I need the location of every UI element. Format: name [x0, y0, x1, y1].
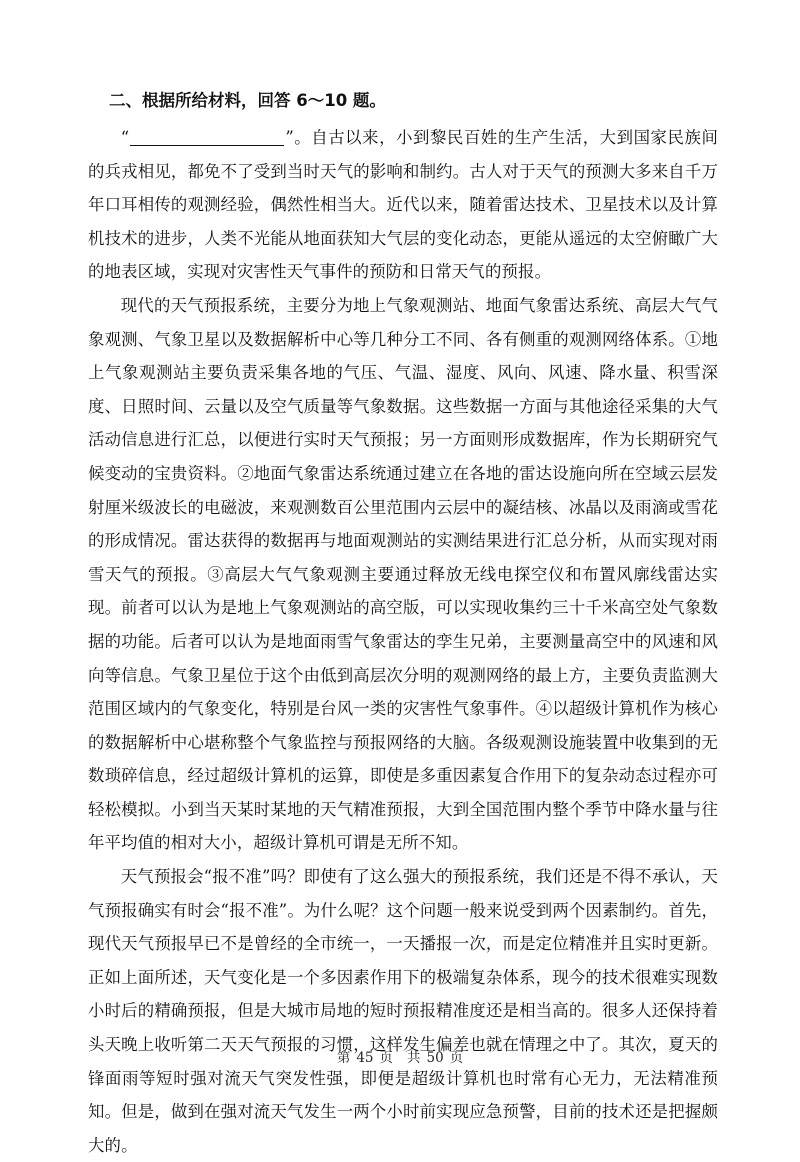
- page-footer: [0, 1049, 800, 1067]
- total-pages: 50: [426, 1050, 444, 1066]
- paragraph-1-text: 。自古以来，小到黎民百姓的生产生活，大到国家民族间的兵戎相见，都免不了受到当时天气的影响和制约。古人对于天气的预测大多来自千万年口耳相传的观测经验，偶然性相当大。近代以来，随着雷达技术、卫星技术以及计算机技术的进步，人类不光能从地面获知大气层的变化动态，更能从遥远的太空俯瞰广大的地表区域，实现对灾害性天气事件的预防和日常天气的预报。: [88, 128, 718, 282]
- section-heading: 二、根据所给材料，回答 6～10 题。: [109, 91, 386, 110]
- page-label-post: 页: [379, 1050, 393, 1066]
- open-quote: “: [120, 128, 130, 147]
- page-label-pre: 第: [336, 1050, 351, 1066]
- document-page: [88, 88, 718, 1162]
- paragraph-3: 天气预报会“报不准”吗？即使有了这么强大的预报系统，我们还是不得不承认，天气预报确实有时会“报不准”。为什么呢？这个问题一般来说受到两个因素制约。首先，现代天气预报早已不是曾经的全市统一，一天播报一次，而是定位精准并且实时更新。正如上面所述，天气变化是一个多因素作用下的极端复杂体系，现今的技术很难实现数小时后的精确预报，但是大城市局地的短时预报精准度还是相当高的。很多人还保持着头天晚上收听第二天天气预报的习惯，这样发生偏差也就在情理之中了。其次，夏天的锋面雨等短时强对流天气突发性强，即便是超级计算机也时常有心无力，无法精准预知。但是，做到在强对流天气发生一两个小时前实现应急预警，目前的技术还是把握颇大的。: [88, 867, 718, 1155]
- total-label-pre: 共: [407, 1050, 421, 1066]
- fill-in-blank[interactable]: [130, 127, 284, 146]
- paragraph-2: 现代的天气预报系统，主要分为地上气象观测站、地面气象雷达系统、高层大气气象观测、气象卫星以及数据解析中心等几种分工不同、各有侧重的观测网络体系。①地上气象观测站主要负责采集各地的气压、气温、湿度、风向、风速、降水量、积雪深度、日照时间、云量以及空气质量等气象数据。这些数据一方面与其他途径采集的大气活动信息进行汇总，以便进行实时天气预报；另一方面则形成数据库，作为长期研究气候变动的宝贵资料。②地面气象雷达系统通过建立在各地的雷达设施向所在空域云层发射厘米级波长的电磁波，来观测数百公里范围内云层中的凝结核、冰晶以及雨滴或雪花的形成情况。雷达获得的数据再与地面观测站的实测结果进行汇总分析，从而实现对雨雪天气的预报。③高层大气气象观测主要通过释放无线电探空仪和布置风廓线雷达实现。前者可以认为是地上气象观测站的高空版，可以实现收集约三十千米高空处气象数据的功能。后者可以认为是地面雨雪气象雷达的孪生兄弟，主要测量高空中的风速和风向等信息。气象卫星位于这个由低到高层次分明的观测网络的最上方，主要负责监测大范围区域内的气象变化，特别是台风一类的灾害性气象事件。④以超级计算机作为核心的数据解析中心堪称整个气象监控与预报网络的大脑。各级观测设施装置中收集到的无数琐碎信息，经过超级计算机的运算，即使是多重因素复合作用下的复杂动态过程亦可轻松模拟。小到当天某时某地的天气精准预报，大到全国范围内整个季节中降水量与往年平均值的相对大小，超级计算机可谓是无所不知。: [88, 295, 718, 853]
- page-number: 45: [356, 1050, 374, 1066]
- total-label-post: 页: [449, 1050, 464, 1066]
- paragraph-1: [88, 121, 718, 289]
- close-quote: ”: [285, 128, 294, 147]
